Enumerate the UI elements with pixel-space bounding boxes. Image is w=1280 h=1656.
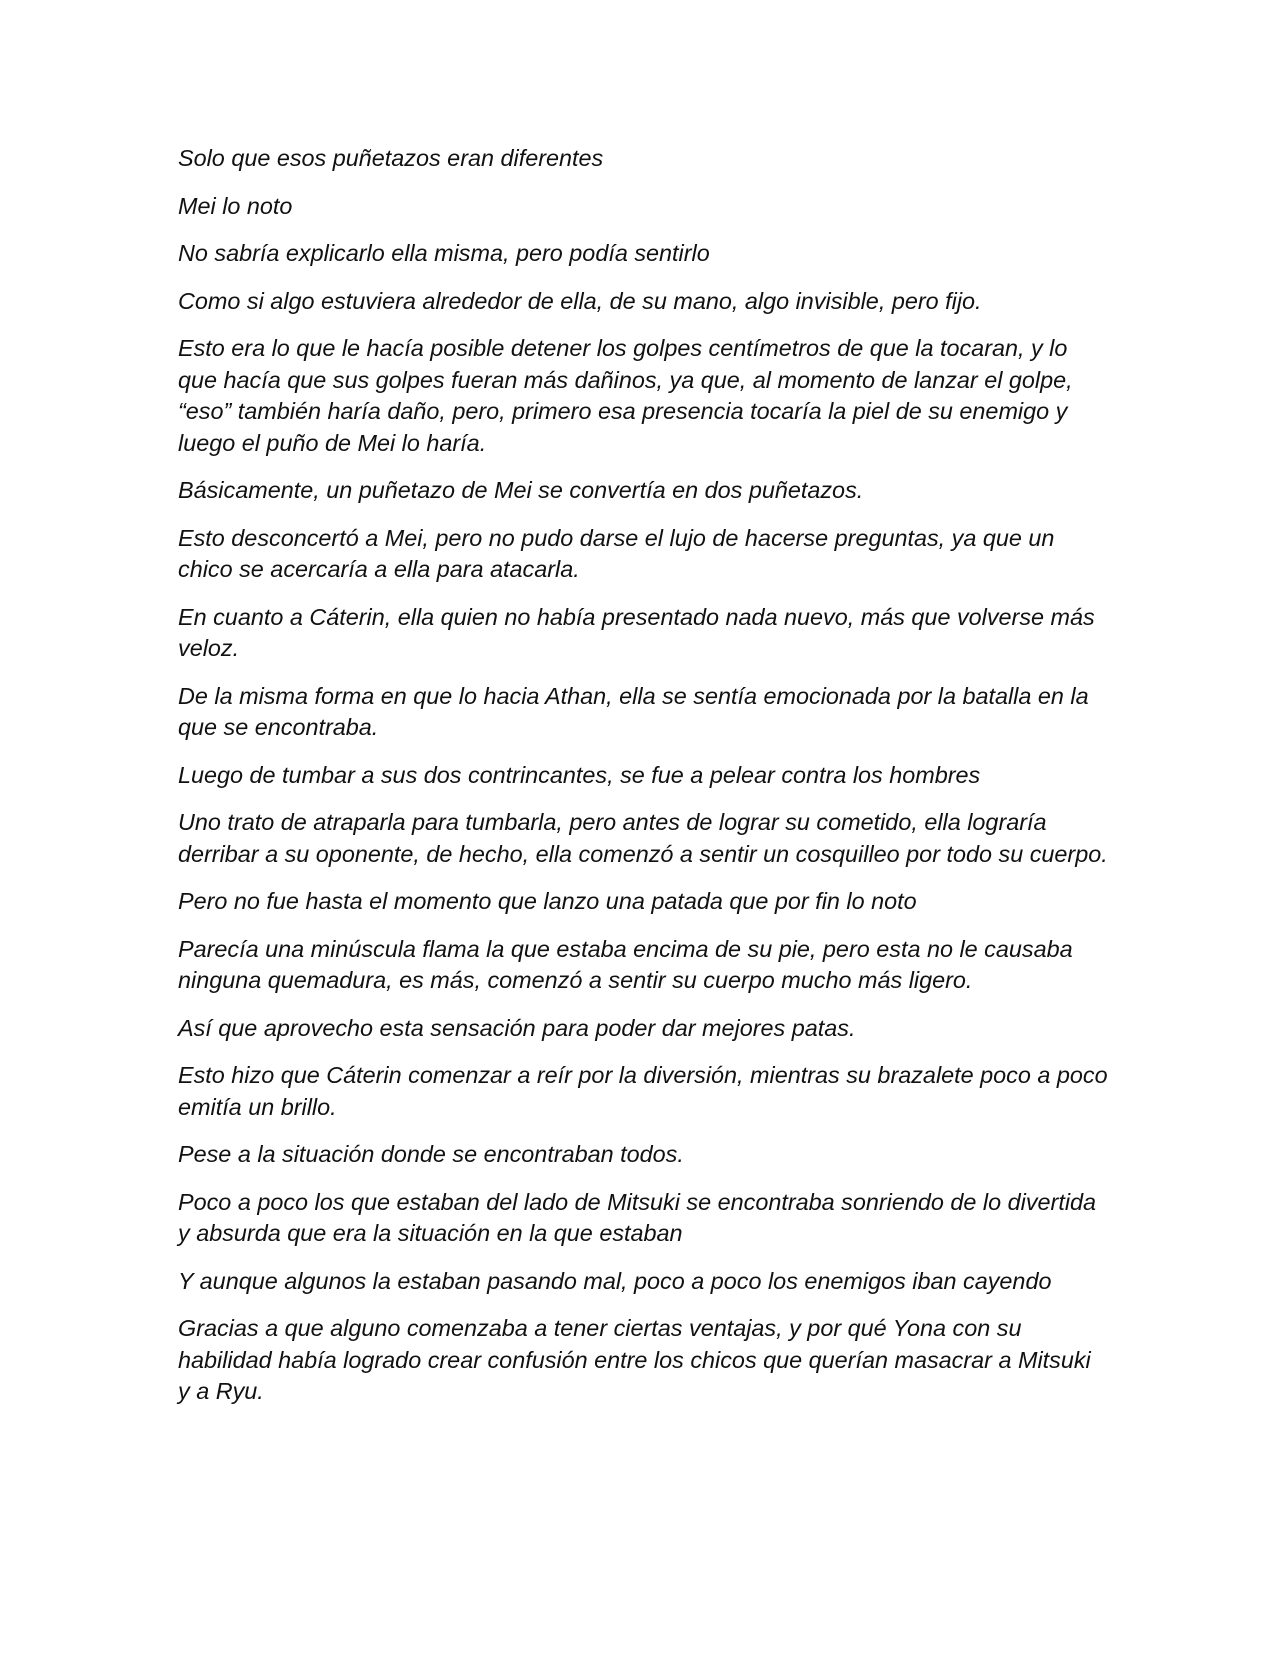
paragraph: Esto desconcertó a Mei, pero no pudo darse el lujo de hacerse preguntas, ya que un chico se acercaría a ella para atacarla.: [178, 524, 1055, 582]
paragraph: Poco a poco los que estaban del lado de Mitsuki se encontraba sonriendo de lo divertida y absurda que era la situación en la que estaban: [178, 1188, 1097, 1246]
paragraph: En cuanto a Cáterin, ella quien no había presentado nada nuevo, más que volverse más veloz.: [178, 603, 1095, 661]
paragraph: Esto hizo que Cáterin comenzar a reír por la diversión, mientras su brazalete poco a poco emitía un brillo.: [178, 1062, 1108, 1120]
paragraph: Básicamente, un puñetazo de Mei se convertía en dos puñetazos.: [178, 477, 864, 503]
text-body: [178, 143, 1108, 1424]
paragraph: Mei lo noto: [178, 192, 293, 219]
paragraph: Pero no fue hasta el momento que lanzo una patada que por fin lo noto: [178, 888, 917, 914]
paragraph: Luego de tumbar a sus dos contrincantes, se fue a pelear contra los hombres: [178, 761, 981, 788]
paragraph: Pese a la situación donde se encontraban todos.: [178, 1141, 684, 1167]
paragraph: Y aunque algunos la estaban pasando mal, poco a poco los enemigos iban cayendo: [178, 1267, 1052, 1294]
paragraph: Esto era lo que le hacía posible detener los golpes centímetros de que la tocaran, y lo que hacía que sus golpes fueran más dañinos, ya que, al momento de lanzar el golpe, “eso” también haría daño, pero, primero esa presencia tocaría la piel de su enemigo y luego el puño de Mei lo haría.: [178, 335, 1073, 456]
paragraph: Como si algo estuviera alrededor de ella, de su mano, algo invisible, pero fijo.: [178, 287, 982, 314]
paragraph: De la misma forma en que lo hacia Athan, ella se sentía emocionada por la batalla en la que se encontraba.: [178, 682, 1089, 740]
paragraph: Solo que esos puñetazos eran diferentes: [178, 145, 604, 171]
paragraph: Así que aprovecho esta sensación para poder dar mejores patas.: [178, 1014, 856, 1041]
paragraph: Parecía una minúscula flama la que estaba encima de su pie, pero esta no le causaba ninguna quemadura, es más, comenzó a sentir su cuerpo mucho más ligero.: [178, 935, 1073, 993]
paragraph: Uno trato de atraparla para tumbarla, pero antes de lograr su cometido, ella lograría derribar a su oponente, de hecho, ella comenzó a sentir un cosquilleo por todo su cuerpo.: [178, 809, 1108, 867]
paragraph: No sabría explicarlo ella misma, pero podía sentirlo: [178, 240, 710, 266]
paragraph: Gracias a que alguno comenzaba a tener ciertas ventajas, y por qué Yona con su habilidad había logrado crear confusión entre los chicos que querían masacrar a Mitsuki y a Ryu.: [178, 1315, 1091, 1404]
